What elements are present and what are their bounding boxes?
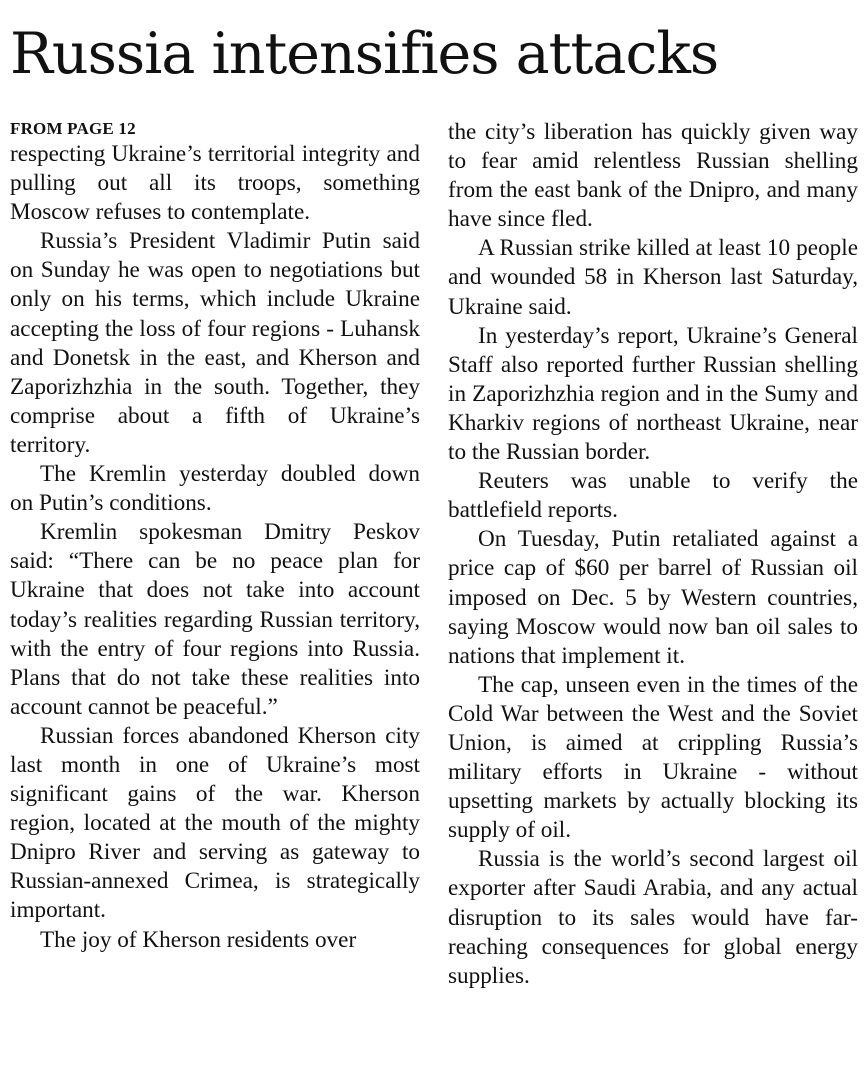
paragraph: The cap, unseen even in the times of the Cold War between the West and the Soviet Union, is aimed at crippling Russia’s military efforts in Ukraine - without upsetting markets by actually blocking its supply of oil.	[448, 671, 858, 844]
paragraph: Russia’s President Vladimir Putin said on Sunday he was open to negotiations but only on his terms, which include Ukraine accepting the loss of four regions - Luhansk and Donetsk in the east, and Kherson and Zaporizhzhia in the south. Together, they comprise about a fifth of Ukraine’s territory.	[10, 228, 420, 458]
headline: Russia intensifies attacks	[10, 21, 719, 87]
paragraph: respecting Ukraine’s territorial integrity and pulling out all its troops, something Moscow refuses to contemplate.	[10, 141, 420, 226]
paragraph: A Russian strike killed at least 10 people and wounded 58 in Kherson last Saturday, Ukraine said.	[448, 235, 858, 320]
paragraph: The joy of Kherson residents over	[40, 926, 357, 953]
paragraph: the city’s liberation has quickly given way to fear amid relentless Russian shelling from the east bank of the Dnipro, and many have since fled.	[448, 119, 858, 233]
paragraph: On Tuesday, Putin retaliated against a price cap of $60 per barrel of Russian oil imposed on Dec. 5 by Western countries, saying Moscow would now ban oil sales to nations that implement it.	[448, 526, 858, 669]
paragraph: The Kremlin yesterday doubled down on Putin’s conditions.	[10, 461, 420, 517]
paragraph: Russian forces abandoned Kherson city last month in one of Ukraine’s most significant gains of the war. Kherson region, located at the mouth of the mighty Dnipro River and serving as gateway to Russian-annexed Crimea, is strategically important.	[10, 722, 420, 924]
paragraph: Russia is the world’s second largest oil exporter after Saudi Arabia, and any actual disruption to its sales would have far-reaching consequences for global energy supplies.	[448, 846, 858, 989]
jump-line: FROM PAGE 12	[10, 119, 136, 138]
right-column	[448, 118, 858, 991]
left-column	[10, 118, 420, 955]
paragraph: Reuters was unable to verify the battlefield reports.	[448, 468, 858, 524]
paragraph: Kremlin spokesman Dmitry Peskov said: “There can be no peace plan for Ukraine that does not take into account today’s realities regarding Russian territory, with the entry of four regions into Russia. Plans that do not take these realities into account cannot be peaceful.”	[10, 519, 420, 720]
paragraph: In yesterday’s report, Ukraine’s General Staff also reported further Russian shelling in Zaporizhzhia region and in the Sumy and Kharkiv regions of northeast Ukraine, near to the Russian border.	[448, 322, 858, 466]
